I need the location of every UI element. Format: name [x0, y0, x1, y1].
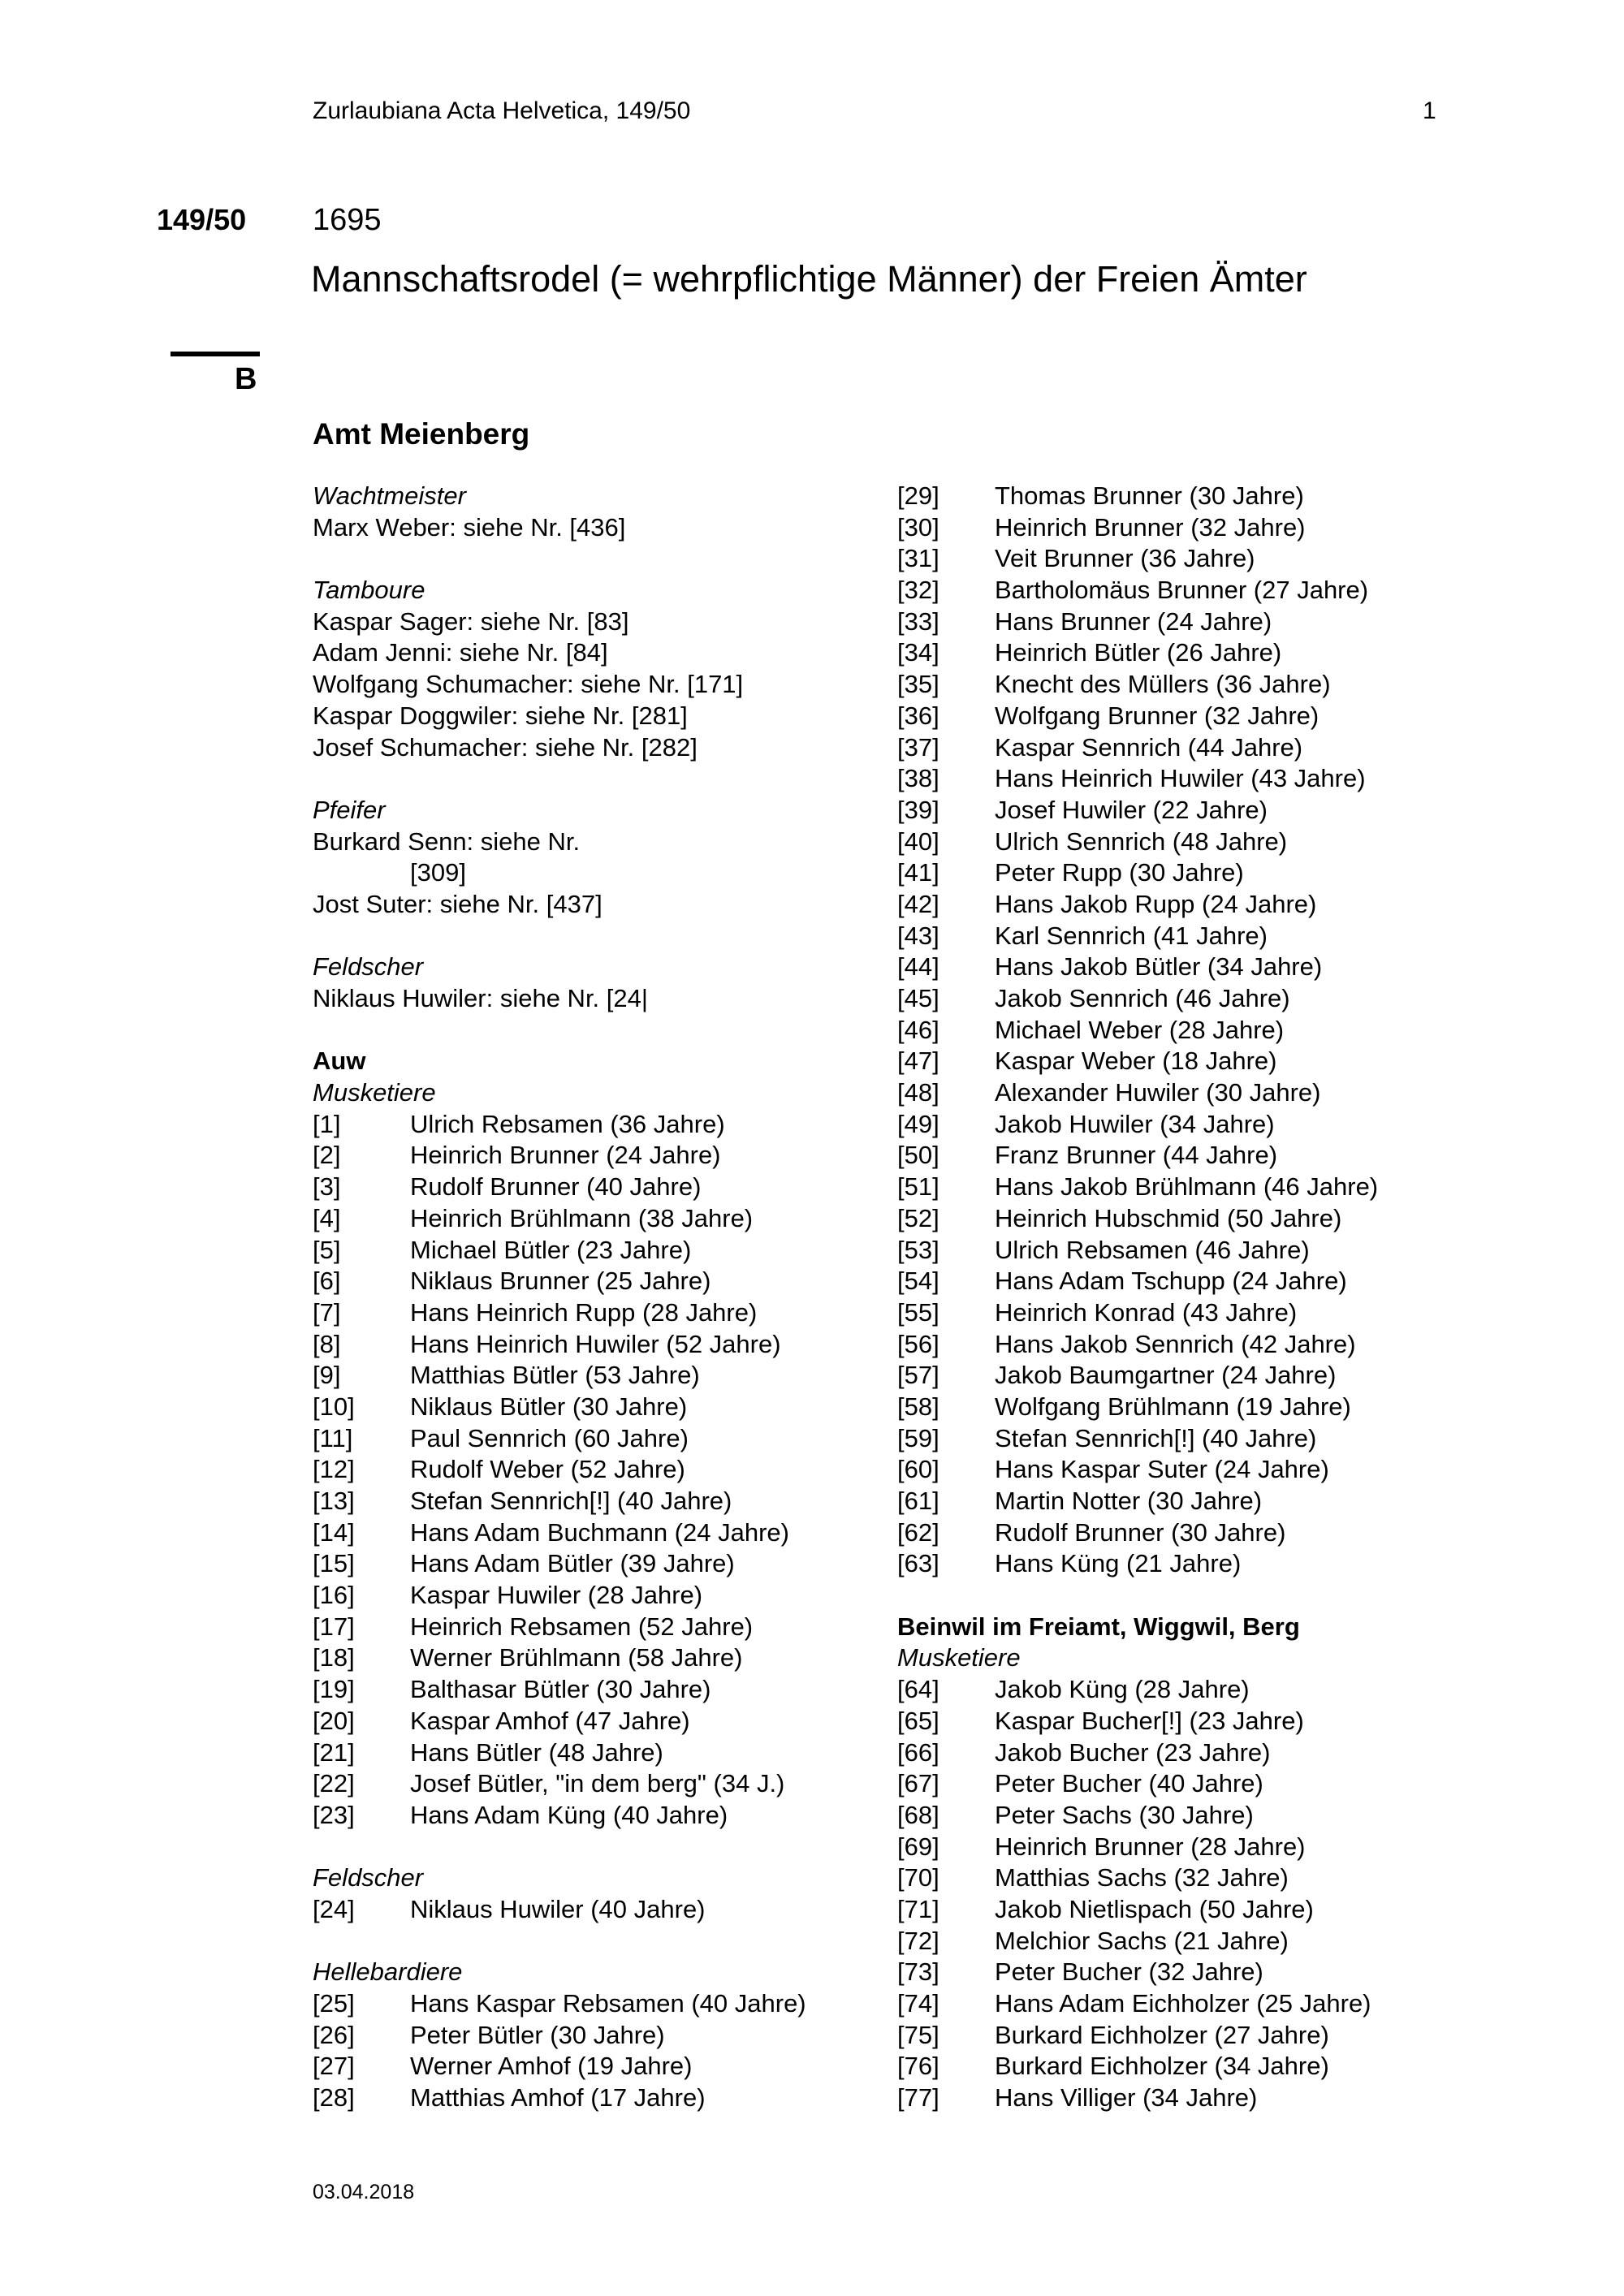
beinwil-musketiere-list: [897, 1674, 1466, 2114]
roll-entry: [897, 1297, 1466, 1329]
officer-entry: Burkard Senn: siehe Nr.: [313, 826, 581, 856]
entry-name: Josef Huwiler (22 Jahre): [995, 795, 1268, 824]
roll-entry: [313, 1360, 865, 1392]
roll-entry: [897, 2051, 1466, 2082]
entry-number: [75]: [897, 2020, 939, 2049]
entry-number: [63]: [897, 1549, 939, 1578]
entry-name: Rudolf Brunner (40 Jahre): [410, 1172, 702, 1202]
roll-entry: [313, 1988, 865, 2020]
document-year: 1695: [313, 203, 382, 237]
entry-number: [72]: [897, 1926, 939, 1955]
footer-date: 03.04.2018: [313, 2181, 415, 2203]
roll-entry: [897, 1235, 1466, 1267]
entry-name: Hans Adam Tschupp (24 Jahre): [995, 1267, 1347, 1296]
entry-number: [25]: [313, 1989, 355, 2018]
entry-name: Hans Jakob Brühlmann (46 Jahre): [995, 1172, 1379, 1202]
entry-name: Heinrich Bütler (26 Jahre): [995, 638, 1282, 667]
entry-number: [24]: [313, 1894, 355, 1923]
entry-number: [64]: [897, 1675, 939, 1704]
entry-name: Michael Bütler (23 Jahre): [410, 1235, 692, 1264]
entry-number: [31]: [897, 544, 939, 573]
roll-entry: [897, 1140, 1466, 1172]
roll-entry: [897, 732, 1466, 764]
roll-entry: [897, 1894, 1466, 1926]
entry-number: [27]: [313, 2052, 355, 2081]
entry-name: Hans Heinrich Huwiler (52 Jahre): [410, 1329, 781, 1358]
roll-entry: [313, 1235, 865, 1267]
entry-number: [7]: [313, 1297, 341, 1327]
officer-entry: Niklaus Huwiler: siehe Nr. [24|: [313, 984, 648, 1012]
officer-entry: Kaspar Sager: siehe Nr. [83]: [313, 606, 629, 636]
entry-name: Peter Bucher (32 Jahre): [995, 1957, 1263, 1987]
entry-number: [19]: [313, 1675, 355, 1704]
entry-name: Hans Bütler (48 Jahre): [410, 1737, 663, 1767]
entry-number: [71]: [897, 1894, 939, 1923]
roll-entry: [313, 1392, 865, 1423]
entry-number: [48]: [897, 1078, 939, 1107]
entry-name: Hans Heinrich Rupp (28 Jahre): [410, 1297, 758, 1327]
entry-number: [60]: [897, 1455, 939, 1484]
roll-entry: [897, 921, 1466, 952]
entry-name: Kaspar Bucher[!] (23 Jahre): [995, 1706, 1304, 1735]
entry-number: [54]: [897, 1267, 939, 1296]
roll-entry: [897, 1046, 1466, 1077]
roll-entry: [313, 1548, 865, 1580]
entry-name: Ulrich Sennrich (48 Jahre): [995, 826, 1288, 856]
entry-number: [49]: [897, 1109, 939, 1138]
officer-entry: Marx Weber: siehe Nr. [436]: [313, 512, 626, 542]
entry-number: [23]: [313, 1800, 355, 1829]
entry-name: Ulrich Rebsamen (36 Jahre): [410, 1109, 725, 1138]
roll-entry: [313, 1297, 865, 1329]
roll-entry: [313, 2020, 865, 2052]
roll-entry: [313, 1517, 865, 1549]
entry-number: [61]: [897, 1487, 939, 1515]
entry-number: [65]: [897, 1706, 939, 1735]
entry-number: [74]: [897, 1989, 939, 2018]
roll-entry: [313, 1674, 865, 1706]
entry-number: [70]: [897, 1863, 939, 1892]
entry-name: Kaspar Sennrich (44 Jahre): [995, 732, 1303, 762]
entry-name: Niklaus Brunner (25 Jahre): [410, 1267, 711, 1296]
entry-name: Hans Adam Küng (40 Jahre): [410, 1800, 728, 1829]
roll-entry: [897, 826, 1466, 858]
entry-name: Hans Heinrich Huwiler (43 Jahre): [995, 764, 1366, 793]
entry-name: Hans Jakob Rupp (24 Jahre): [995, 889, 1317, 918]
entry-number: [62]: [897, 1517, 939, 1547]
entry-number: [14]: [313, 1517, 355, 1547]
role-heading-hellebardiere: Hellebardiere: [313, 1957, 463, 1987]
entry-number: [40]: [897, 826, 939, 856]
entry-name: Matthias Bütler (53 Jahre): [410, 1361, 700, 1390]
roll-entry: [897, 1926, 1466, 1957]
right-column: [897, 481, 1466, 2114]
roll-entry: [313, 1612, 865, 1643]
entry-number: [46]: [897, 1015, 939, 1044]
roll-entry: [897, 1832, 1466, 1863]
entry-name: Hans Adam Buchmann (24 Jahre): [410, 1517, 789, 1547]
entry-name: Matthias Amhof (17 Jahre): [410, 2083, 706, 2113]
entry-number: [8]: [313, 1329, 341, 1358]
entry-name: Jakob Sennrich (46 Jahre): [995, 984, 1290, 1012]
roll-entry: [897, 1674, 1466, 1706]
roll-entry: [897, 1800, 1466, 1832]
entry-name: Wolfgang Brunner (32 Jahre): [995, 701, 1320, 730]
roll-entry: [897, 1486, 1466, 1517]
roll-entry: [897, 1203, 1466, 1235]
roll-entry: [313, 1140, 865, 1172]
entry-name: Heinrich Rebsamen (52 Jahre): [410, 1612, 754, 1641]
entry-name: Bartholomäus Brunner (27 Jahre): [995, 576, 1369, 605]
roll-entry: [313, 1329, 865, 1361]
entry-number: [59]: [897, 1423, 939, 1452]
roll-entry: [897, 795, 1466, 826]
margin-label: B: [235, 362, 257, 396]
entry-number: [13]: [313, 1487, 355, 1515]
roll-entry: [897, 481, 1466, 512]
roll-entry: [897, 606, 1466, 638]
entry-number: [20]: [313, 1706, 355, 1735]
entry-number: [17]: [313, 1612, 355, 1641]
entry-name: Balthasar Bütler (30 Jahre): [410, 1675, 711, 1704]
entry-name: Knecht des Müllers (36 Jahre): [995, 670, 1331, 699]
entry-number: [73]: [897, 1957, 939, 1987]
place-heading-auw: Auw: [313, 1047, 366, 1076]
entry-name: Stefan Sennrich[!] (40 Jahre): [410, 1487, 732, 1515]
entry-name: Jakob Bucher (23 Jahre): [995, 1737, 1271, 1767]
entry-name: Jakob Huwiler (34 Jahre): [995, 1109, 1275, 1138]
officer-entry: Jost Suter: siehe Nr. [437]: [313, 889, 603, 918]
roll-entry: [897, 983, 1466, 1015]
entry-number: [43]: [897, 921, 939, 950]
roll-entry: [313, 1800, 865, 1832]
entry-name: Alexander Huwiler (30 Jahre): [995, 1078, 1321, 1107]
entry-name: Melchior Sachs (21 Jahre): [995, 1926, 1289, 1955]
roll-entry: [313, 1203, 865, 1235]
page-number: 1: [1423, 97, 1436, 124]
roll-entry: [897, 1109, 1466, 1141]
entry-name: Peter Rupp (30 Jahre): [995, 858, 1244, 887]
entry-number: [50]: [897, 1141, 939, 1170]
entry-name: Karl Sennrich (41 Jahre): [995, 921, 1268, 950]
roll-entry: [897, 1266, 1466, 1297]
roll-entry: [897, 857, 1466, 889]
role-heading-musketiere: Musketiere: [313, 1078, 436, 1107]
entry-number: [34]: [897, 638, 939, 667]
roll-entry: [897, 1423, 1466, 1455]
entry-number: [35]: [897, 670, 939, 699]
roll-entry: [897, 889, 1466, 921]
roll-entry: [897, 701, 1466, 732]
section-title: Amt Meienberg: [313, 417, 530, 451]
entry-name: Kaspar Weber (18 Jahre): [995, 1047, 1277, 1076]
entry-name: Heinrich Brühlmann (38 Jahre): [410, 1203, 754, 1232]
document-title: Mannschaftsrodel (= wehrpflichtige Männer) der Freien Ämter: [311, 258, 1307, 300]
entry-name: Thomas Brunner (30 Jahre): [995, 481, 1304, 510]
running-header-title: Zurlaubiana Acta Helvetica, 149/50: [313, 97, 691, 124]
roll-entry: [897, 1517, 1466, 1549]
entry-name: Peter Sachs (30 Jahre): [995, 1800, 1254, 1829]
place-heading-beinwil: Beinwil im Freiamt, Wiggwil, Berg: [897, 1612, 1300, 1641]
entry-number: [22]: [313, 1769, 355, 1798]
roll-entry: [313, 1266, 865, 1297]
entry-number: [18]: [313, 1643, 355, 1672]
entry-number: [76]: [897, 2052, 939, 2081]
roll-entry: [313, 1768, 865, 1800]
roll-entry: [313, 1580, 865, 1612]
role-heading-musketiere: Musketiere: [897, 1643, 1021, 1672]
entry-number: [38]: [897, 764, 939, 793]
entry-number: [10]: [313, 1392, 355, 1421]
entry-name: Michael Weber (28 Jahre): [995, 1015, 1285, 1044]
roll-entry: [313, 2051, 865, 2082]
entry-number: [39]: [897, 795, 939, 824]
entry-number: [5]: [313, 1235, 341, 1264]
roll-entry: [897, 1077, 1466, 1109]
entry-name: Veit Brunner (36 Jahre): [995, 544, 1255, 573]
entry-number: [36]: [897, 701, 939, 730]
roll-entry: [897, 763, 1466, 795]
entry-number: [9]: [313, 1361, 341, 1390]
roll-entry: [313, 1894, 865, 1926]
entry-number: [53]: [897, 1235, 939, 1264]
entry-name: Peter Bucher (40 Jahre): [995, 1769, 1263, 1798]
entry-number: [6]: [313, 1267, 341, 1296]
entry-number: [51]: [897, 1172, 939, 1202]
entry-name: Niklaus Huwiler (40 Jahre): [410, 1894, 706, 1923]
entry-name: Heinrich Brunner (32 Jahre): [995, 512, 1306, 542]
entry-name: Hans Adam Bütler (39 Jahre): [410, 1549, 735, 1578]
entry-number: [67]: [897, 1769, 939, 1798]
officer-entry-continuation: [309]: [410, 858, 466, 887]
auw-hellebardiere-list-part-1: [313, 1988, 865, 2114]
entry-number: [42]: [897, 889, 939, 918]
entry-number: [28]: [313, 2083, 355, 2113]
role-heading-pfeifer: Pfeifer: [313, 795, 386, 824]
entry-name: Ulrich Rebsamen (46 Jahre): [995, 1235, 1310, 1264]
roll-entry: [897, 1768, 1466, 1800]
entry-name: Stefan Sennrich[!] (40 Jahre): [995, 1423, 1317, 1452]
entry-number: [58]: [897, 1392, 939, 1421]
entry-name: Rudolf Weber (52 Jahre): [410, 1455, 685, 1484]
entry-number: [21]: [313, 1737, 355, 1767]
entry-number: [11]: [313, 1423, 353, 1452]
entry-number: [69]: [897, 1832, 939, 1861]
roll-entry: [897, 512, 1466, 544]
entry-number: [52]: [897, 1203, 939, 1232]
entry-name: Matthias Sachs (32 Jahre): [995, 1863, 1289, 1892]
entry-number: [4]: [313, 1203, 341, 1232]
entry-name: Burkard Eichholzer (34 Jahre): [995, 2052, 1329, 2081]
entry-number: [29]: [897, 481, 939, 510]
roll-entry: [897, 1360, 1466, 1392]
entry-number: [33]: [897, 606, 939, 636]
entry-name: Werner Amhof (19 Jahre): [410, 2052, 693, 2081]
roll-entry: [313, 1109, 865, 1141]
entry-number: [41]: [897, 858, 939, 887]
entry-number: [37]: [897, 732, 939, 762]
roll-entry: [897, 1957, 1466, 1988]
entry-name: Kaspar Huwiler (28 Jahre): [410, 1581, 703, 1610]
entry-name: Hans Küng (21 Jahre): [995, 1549, 1242, 1578]
role-heading-feldscher: Feldscher: [313, 1863, 424, 1892]
entry-name: Kaspar Amhof (47 Jahre): [410, 1706, 690, 1735]
entry-name: Heinrich Hubschmid (50 Jahre): [995, 1203, 1342, 1232]
roll-entry: [313, 1172, 865, 1203]
entry-name: Hans Jakob Bütler (34 Jahre): [995, 952, 1323, 982]
entry-name: Hans Brunner (24 Jahre): [995, 606, 1272, 636]
entry-number: [26]: [313, 2020, 355, 2049]
officer-entry: Kaspar Doggwiler: siehe Nr. [281]: [313, 701, 688, 730]
roll-entry: [897, 1988, 1466, 2020]
entry-name: Heinrich Konrad (43 Jahre): [995, 1297, 1298, 1327]
auw-feldscher-list: [313, 1894, 865, 1926]
entry-name: Wolfgang Brühlmann (19 Jahre): [995, 1392, 1351, 1421]
left-column: [313, 481, 865, 2114]
entry-number: [56]: [897, 1329, 939, 1358]
roll-entry: [313, 1642, 865, 1674]
roll-entry: [313, 1423, 865, 1455]
roll-entry: [313, 2082, 865, 2114]
document-number: 149/50: [157, 203, 247, 236]
roll-entry: [897, 637, 1466, 669]
role-heading-wachtmeister: Wachtmeister: [313, 481, 466, 510]
entry-name: Jakob Nietlispach (50 Jahre): [995, 1894, 1314, 1923]
entry-number: [2]: [313, 1141, 341, 1170]
entry-number: [16]: [313, 1581, 355, 1610]
entry-number: [3]: [313, 1172, 341, 1202]
roll-entry: [897, 1015, 1466, 1047]
officer-entry: Josef Schumacher: siehe Nr. [282]: [313, 732, 698, 762]
entry-name: Heinrich Brunner (24 Jahre): [410, 1141, 721, 1170]
entry-name: Hans Adam Eichholzer (25 Jahre): [995, 1989, 1371, 2018]
roll-entry: [313, 1706, 865, 1737]
officer-entry: Wolfgang Schumacher: siehe Nr. [171]: [313, 670, 744, 699]
entry-number: [44]: [897, 952, 939, 982]
entry-name: Hans Kaspar Suter (24 Jahre): [995, 1455, 1329, 1484]
entry-number: [15]: [313, 1549, 355, 1578]
entry-number: [66]: [897, 1737, 939, 1767]
entry-name: Jakob Baumgartner (24 Jahre): [995, 1361, 1337, 1390]
roll-entry: [897, 1862, 1466, 1894]
entry-number: [12]: [313, 1455, 355, 1484]
entry-number: [68]: [897, 1800, 939, 1829]
roll-entry: [897, 2020, 1466, 2052]
role-heading-tamboure: Tamboure: [313, 576, 425, 605]
roll-entry: [897, 575, 1466, 606]
entry-name: Burkard Eichholzer (27 Jahre): [995, 2020, 1329, 2049]
entry-name: Hans Jakob Sennrich (42 Jahre): [995, 1329, 1356, 1358]
entry-name: Paul Sennrich (60 Jahre): [410, 1423, 689, 1452]
entry-number: [55]: [897, 1297, 939, 1327]
entry-name: Josef Bütler, "in dem berg" (34 J.): [410, 1769, 785, 1798]
entry-name: Heinrich Brunner (28 Jahre): [995, 1832, 1306, 1861]
roll-entry: [897, 2082, 1466, 2114]
roll-entry: [897, 1548, 1466, 1580]
entry-name: Martin Notter (30 Jahre): [995, 1487, 1263, 1515]
role-heading-feldscher: Feldscher: [313, 952, 424, 982]
roll-entry: [897, 669, 1466, 701]
roll-entry: [897, 952, 1466, 983]
auw-musketiere-list: [313, 1109, 865, 1832]
roll-entry: [897, 1329, 1466, 1361]
margin-rule: [171, 352, 260, 356]
entry-name: Rudolf Brunner (30 Jahre): [995, 1517, 1286, 1547]
entry-name: Hans Kaspar Rebsamen (40 Jahre): [410, 1989, 806, 2018]
entry-number: [30]: [897, 512, 939, 542]
auw-hellebardiere-list-part-2: [897, 481, 1466, 1580]
entry-number: [47]: [897, 1047, 939, 1076]
roll-entry: [897, 1172, 1466, 1203]
entry-name: Niklaus Bütler (30 Jahre): [410, 1392, 688, 1421]
roll-entry: [313, 1737, 865, 1769]
entry-number: [57]: [897, 1361, 939, 1390]
roll-entry: [897, 543, 1466, 575]
entry-number: [1]: [313, 1109, 341, 1138]
entry-number: [77]: [897, 2083, 939, 2113]
roll-entry: [897, 1454, 1466, 1486]
entry-number: [45]: [897, 984, 939, 1012]
roll-entry: [897, 1706, 1466, 1737]
roll-entry: [897, 1392, 1466, 1423]
roll-entry: [313, 1454, 865, 1486]
entry-number: [32]: [897, 576, 939, 605]
entry-name: Werner Brühlmann (58 Jahre): [410, 1643, 743, 1672]
officer-entry: Adam Jenni: siehe Nr. [84]: [313, 638, 608, 667]
roll-entry: [897, 1737, 1466, 1769]
entry-name: Peter Bütler (30 Jahre): [410, 2020, 665, 2049]
entry-name: Hans Villiger (34 Jahre): [995, 2083, 1258, 2113]
roll-entry: [313, 1486, 865, 1517]
entry-name: Franz Brunner (44 Jahre): [995, 1141, 1278, 1170]
entry-name: Jakob Küng (28 Jahre): [995, 1675, 1250, 1704]
